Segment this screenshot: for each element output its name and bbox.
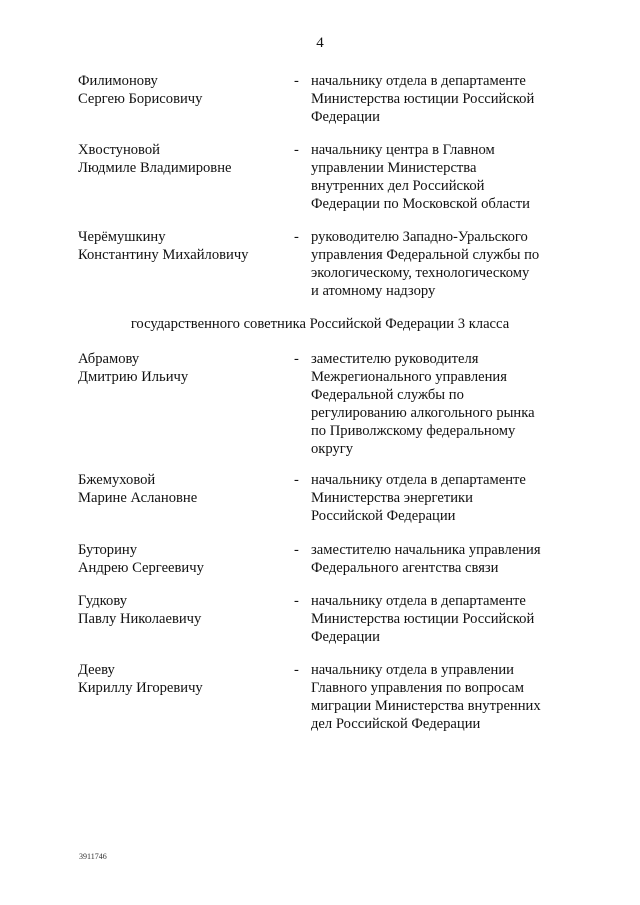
person-name — [78, 72, 288, 108]
position-line: Главного управления по вопросам — [311, 680, 524, 696]
position-line: заместителю руководителя — [311, 351, 479, 367]
person-name — [78, 592, 288, 628]
position-line: регулированию алкогольного рынка — [311, 405, 535, 421]
position-line: Министерства юстиции Российской — [311, 611, 535, 627]
surname: Буторину — [78, 542, 138, 558]
position-title — [311, 350, 581, 458]
position-line: Федерации — [311, 629, 380, 645]
position-line: Российской Федерации — [311, 508, 456, 524]
surname: Дееву — [78, 662, 115, 678]
dash-separator: - — [294, 662, 299, 678]
position-line: миграции Министерства внутренних — [311, 698, 541, 714]
dash-separator: - — [294, 472, 299, 488]
position-line: начальнику отдела в департаменте — [311, 73, 526, 89]
position-line: управления Федеральной службы по — [311, 247, 540, 263]
position-line: Министерства юстиции Российской — [311, 91, 535, 107]
person-name — [78, 471, 288, 507]
position-line: заместителю начальника управления — [311, 542, 541, 558]
position-line: Федерального агентства связи — [311, 560, 499, 576]
position-title — [311, 72, 581, 126]
surname: Филимонову — [78, 73, 158, 89]
position-line: дел Российской Федерации — [311, 716, 481, 732]
document-code: 3911746 — [79, 852, 107, 861]
position-title — [311, 541, 581, 577]
rank-section-heading: государственного советника Российской Федерации 3 класса — [130, 316, 510, 332]
position-line: Федерации — [311, 109, 380, 125]
dash-separator: - — [294, 73, 299, 89]
person-name — [78, 141, 288, 177]
position-title — [311, 228, 581, 300]
dash-separator: - — [294, 229, 299, 245]
position-title — [311, 141, 581, 213]
given-names: Андрею Сергеевичу — [78, 560, 204, 576]
given-names: Константину Михайловичу — [78, 247, 249, 263]
person-name — [78, 228, 288, 264]
position-line: Федерации по Московской области — [311, 196, 530, 212]
position-line: руководителю Западно-Уральского — [311, 229, 528, 245]
dash-separator: - — [294, 542, 299, 558]
position-line: по Приволжскому федеральному — [311, 423, 516, 439]
position-title — [311, 592, 581, 646]
given-names: Кириллу Игоревичу — [78, 680, 203, 696]
given-names: Сергею Борисовичу — [78, 91, 203, 107]
surname: Абрамову — [78, 351, 140, 367]
surname: Хвостуновой — [78, 142, 160, 158]
surname: Черёмушкину — [78, 229, 166, 245]
position-line: начальнику центра в Главном — [311, 142, 495, 158]
surname: Бжемуховой — [78, 472, 156, 488]
given-names: Людмиле Владимировне — [78, 160, 232, 176]
given-names: Дмитрию Ильичу — [78, 369, 189, 385]
position-line: начальнику отдела в департаменте — [311, 472, 526, 488]
position-line: Межрегионального управления — [311, 369, 507, 385]
dash-separator: - — [294, 142, 299, 158]
position-line: Федеральной службы по — [311, 387, 464, 403]
position-title — [311, 471, 581, 525]
position-line: Министерства энергетики — [311, 490, 473, 506]
person-name — [78, 350, 288, 386]
position-line: начальнику отдела в департаменте — [311, 593, 526, 609]
position-title — [311, 661, 581, 733]
position-line: начальнику отдела в управлении — [311, 662, 514, 678]
position-line: округу — [311, 441, 354, 457]
position-line: экологическому, технологическому — [311, 265, 530, 281]
position-line: управлении Министерства — [311, 160, 477, 176]
page-number: 4 — [316, 35, 324, 51]
given-names: Павлу Николаевичу — [78, 611, 202, 627]
person-name — [78, 661, 288, 697]
position-line: внутренних дел Российской — [311, 178, 485, 194]
dash-separator: - — [294, 593, 299, 609]
given-names: Марине Аслановне — [78, 490, 198, 506]
person-name — [78, 541, 288, 577]
position-line: и атомному надзору — [311, 283, 436, 299]
dash-separator: - — [294, 351, 299, 367]
surname: Гудкову — [78, 593, 128, 609]
